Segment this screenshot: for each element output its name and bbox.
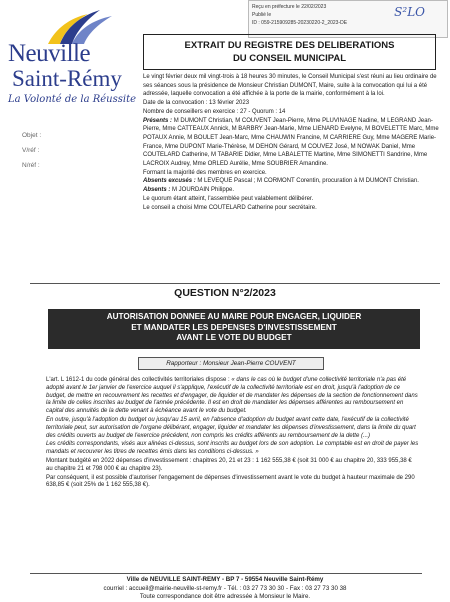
stamp-mark: S²LO	[394, 5, 425, 19]
header-line1: EXTRAIT DU REGISTRE DES DELIBERATIONS	[184, 40, 395, 51]
presents-label: Présents :	[143, 117, 173, 124]
town-logo	[8, 8, 137, 120]
footer-phone: Tél. : 03 27 73 30 30 - Fax : 03 27 73 30 38	[227, 584, 347, 592]
authorization-amount: Par conséquent, il est possible d'autoriser l'engagement de dépenses d'investissement avant le vote du budget à hauteur maximale de 290 638,85 € (soit 25% de 1 162 555,38 €).	[46, 474, 415, 489]
citation-paragraph-3: Les crédits correspondants, visés aux alinéas ci-dessus, sont inscrits au budget lors de son adoption. Le comptable est en droit de payer les mandats et recouvrer les titres de recettes émis dans les conditions ci-dessus. »	[46, 441, 419, 456]
citation-paragraph-2: En outre, jusqu'à l'adoption du budget ou jusqu'au 15 avril, en l'absence d'adoption du budget avant cette date, l'exécutif de la collectivité territoriale peut, sur autorisation de l'organe délibérant, engager, liquider et mandater les dépenses d'investissement, dans la limite du quart des crédits ouverts au budget de l'exercice précédent, non compris les crédits afférents au remboursement de la dette (...)	[46, 416, 416, 439]
intro-paragraph: Le vingt février deux mil vingt-trois à 18 heures 30 minutes, le Conseil Municipal s'est réuni au lieu ordinaire de ses séances sous la présidence de Monsieur Christian DUMONT, Maire, suite à la convocation qui lui a été adressée, laquelle convocation a été affichée à la porte de la mairie, conformément à la loi.	[143, 74, 437, 98]
banner-line3: AVANT LE VOTE DU BUDGET	[176, 333, 292, 342]
presents-names: M DUMONT Christian, M COUVENT Jean-Pierre, Mme PLUVINAGE Nadine, M LEGRAND Jean-Pierre, Mme CATTEAUX Annick, M BARBRY Jean-Marie, Mme LIENARD Evelyne, M BOVELETTE Marc, Mme POTAUX Annie, M BOULET Jean-Marc, Mme CHAUWIN Francine, M CARRIERE Guy, Mme MAGERE Marie-France, Mme DUPONT Marie-Thérèse, M DEHON Gérard, M COUVEZ José, M NOWAK Daniel, Mme COUTELARD Catherine, M TABARIE Didier, Mme LABALETTE Martine, Mme SIMONETTI Sandrine, Mme LACROIX Audrey, Mme ORLED Aurélie, Mme SOUBRIER Amandine.	[143, 117, 439, 168]
ref-objet: Objet :	[22, 132, 42, 139]
absents-list	[143, 186, 441, 195]
secretary-line: Le conseil a choisi Mme COUTELARD Catherine pour secrétaire.	[143, 204, 317, 211]
stamp-id: ID : 059-215909285-20230220-2_2023-DE	[252, 20, 348, 26]
footer-email[interactable]: courriel : accueil@mairie-neuville-st-remy.fr	[103, 584, 223, 592]
banner-line2: ET MANDATER LES DEPENSES D'INVESTISSEMENT	[131, 322, 337, 332]
excused-list	[143, 177, 441, 186]
logo-name-line1: Neuville	[8, 40, 91, 67]
convocation-date: Date de la convocation : 13 février 2023	[143, 100, 250, 107]
quorum-line: Le quorum étant atteint, l'assemblée peut valablement délibérer.	[143, 195, 314, 202]
section-divider	[30, 283, 440, 284]
footer-contact: courriel : accueil@mairie-neuville-st-remy.fr - Tél. : 03 27 73 30 30 - Fax : 03 27 73 30 38	[103, 584, 347, 592]
excused-label: Absents excusés :	[143, 178, 196, 185]
register-header	[143, 34, 436, 70]
citation-lead: L'art. L 1612-1 du code général des collectivités territoriales dispose :	[46, 377, 232, 383]
meeting-intro	[143, 73, 441, 212]
ref-vref: V/réf :	[22, 147, 40, 154]
logo-name-line2: Saint-Rémy	[12, 66, 122, 91]
absents-names: M JOURDAIN Philippe.	[172, 187, 235, 194]
legal-citation	[46, 377, 420, 416]
question-number: QUESTION N°2/2023	[174, 287, 276, 299]
presents-list	[143, 117, 441, 169]
prefecture-stamp	[248, 0, 448, 38]
councillors-count: Nombre de conseillers en exercice : 27 - Quorum : 14	[143, 108, 286, 115]
majority-line: Formant la majorité des membres en exercice.	[143, 169, 267, 176]
footer-divider	[30, 573, 422, 574]
rapporteur-box: Rapporteur : Monsieur Jean-Pierre COUVENT	[138, 357, 324, 370]
page-footer	[0, 576, 450, 602]
footer-note: Toute correspondance doit être adressée à Monsieur le Maire.	[139, 593, 311, 600]
stamp-received: Reçu en préfecture le 22/02/2023	[252, 4, 327, 10]
stamp-published: Publié le	[252, 12, 272, 18]
reference-labels	[22, 128, 41, 173]
absents-label: Absents :	[143, 187, 171, 194]
excused-names: M LEVEQUE Pascal ; M CORMONT Corentin, procuration à M DUMONT Christian.	[197, 178, 419, 185]
footer-address: Ville de NEUVILLE SAINT-REMY - BP 7 - 59554 Neuville Saint-Rémy	[126, 576, 324, 583]
budget-amount: Montant budgété en 2022 dépenses d'investissement : chapitres 20, 21 et 23 : 1 162 555,38 € (soit 31 000 € au chapitre 20, 333 955,38 € au chapitre 21 et 798 000 € au chapitre 23).	[46, 457, 412, 472]
banner-line1: AUTORISATION DONNEE AU MAIRE POUR ENGAGER, LIQUIDER	[106, 312, 362, 321]
deliberation-title-banner	[48, 309, 420, 349]
header-line2: DU CONSEIL MUNICIPAL	[232, 53, 347, 64]
logo-slogan: La Volonté de la Réussite	[8, 94, 137, 105]
ref-nref: N/réf :	[22, 162, 40, 169]
citation-quote: « dans le cas où le budget d'une collectivité territoriale n'a pas été adopté avant le 1er janvier de l'exercice auquel il s'applique, l'exécutif de la collectivité territoriale est en droit, jusqu'à l'adoption de ce budget, de mettre en recouvrement les recettes et d'engager, de liquider et de mandater les dépenses de la section de fonctionnement dans la limite de celles inscrites au budget de l'année précédente. Il est en droit de mandater les dépenses afférentes au remboursement en capital des annuités de la dette venant à échéance avant le vote du budget.	[46, 377, 418, 415]
deliberation-body	[46, 377, 420, 491]
